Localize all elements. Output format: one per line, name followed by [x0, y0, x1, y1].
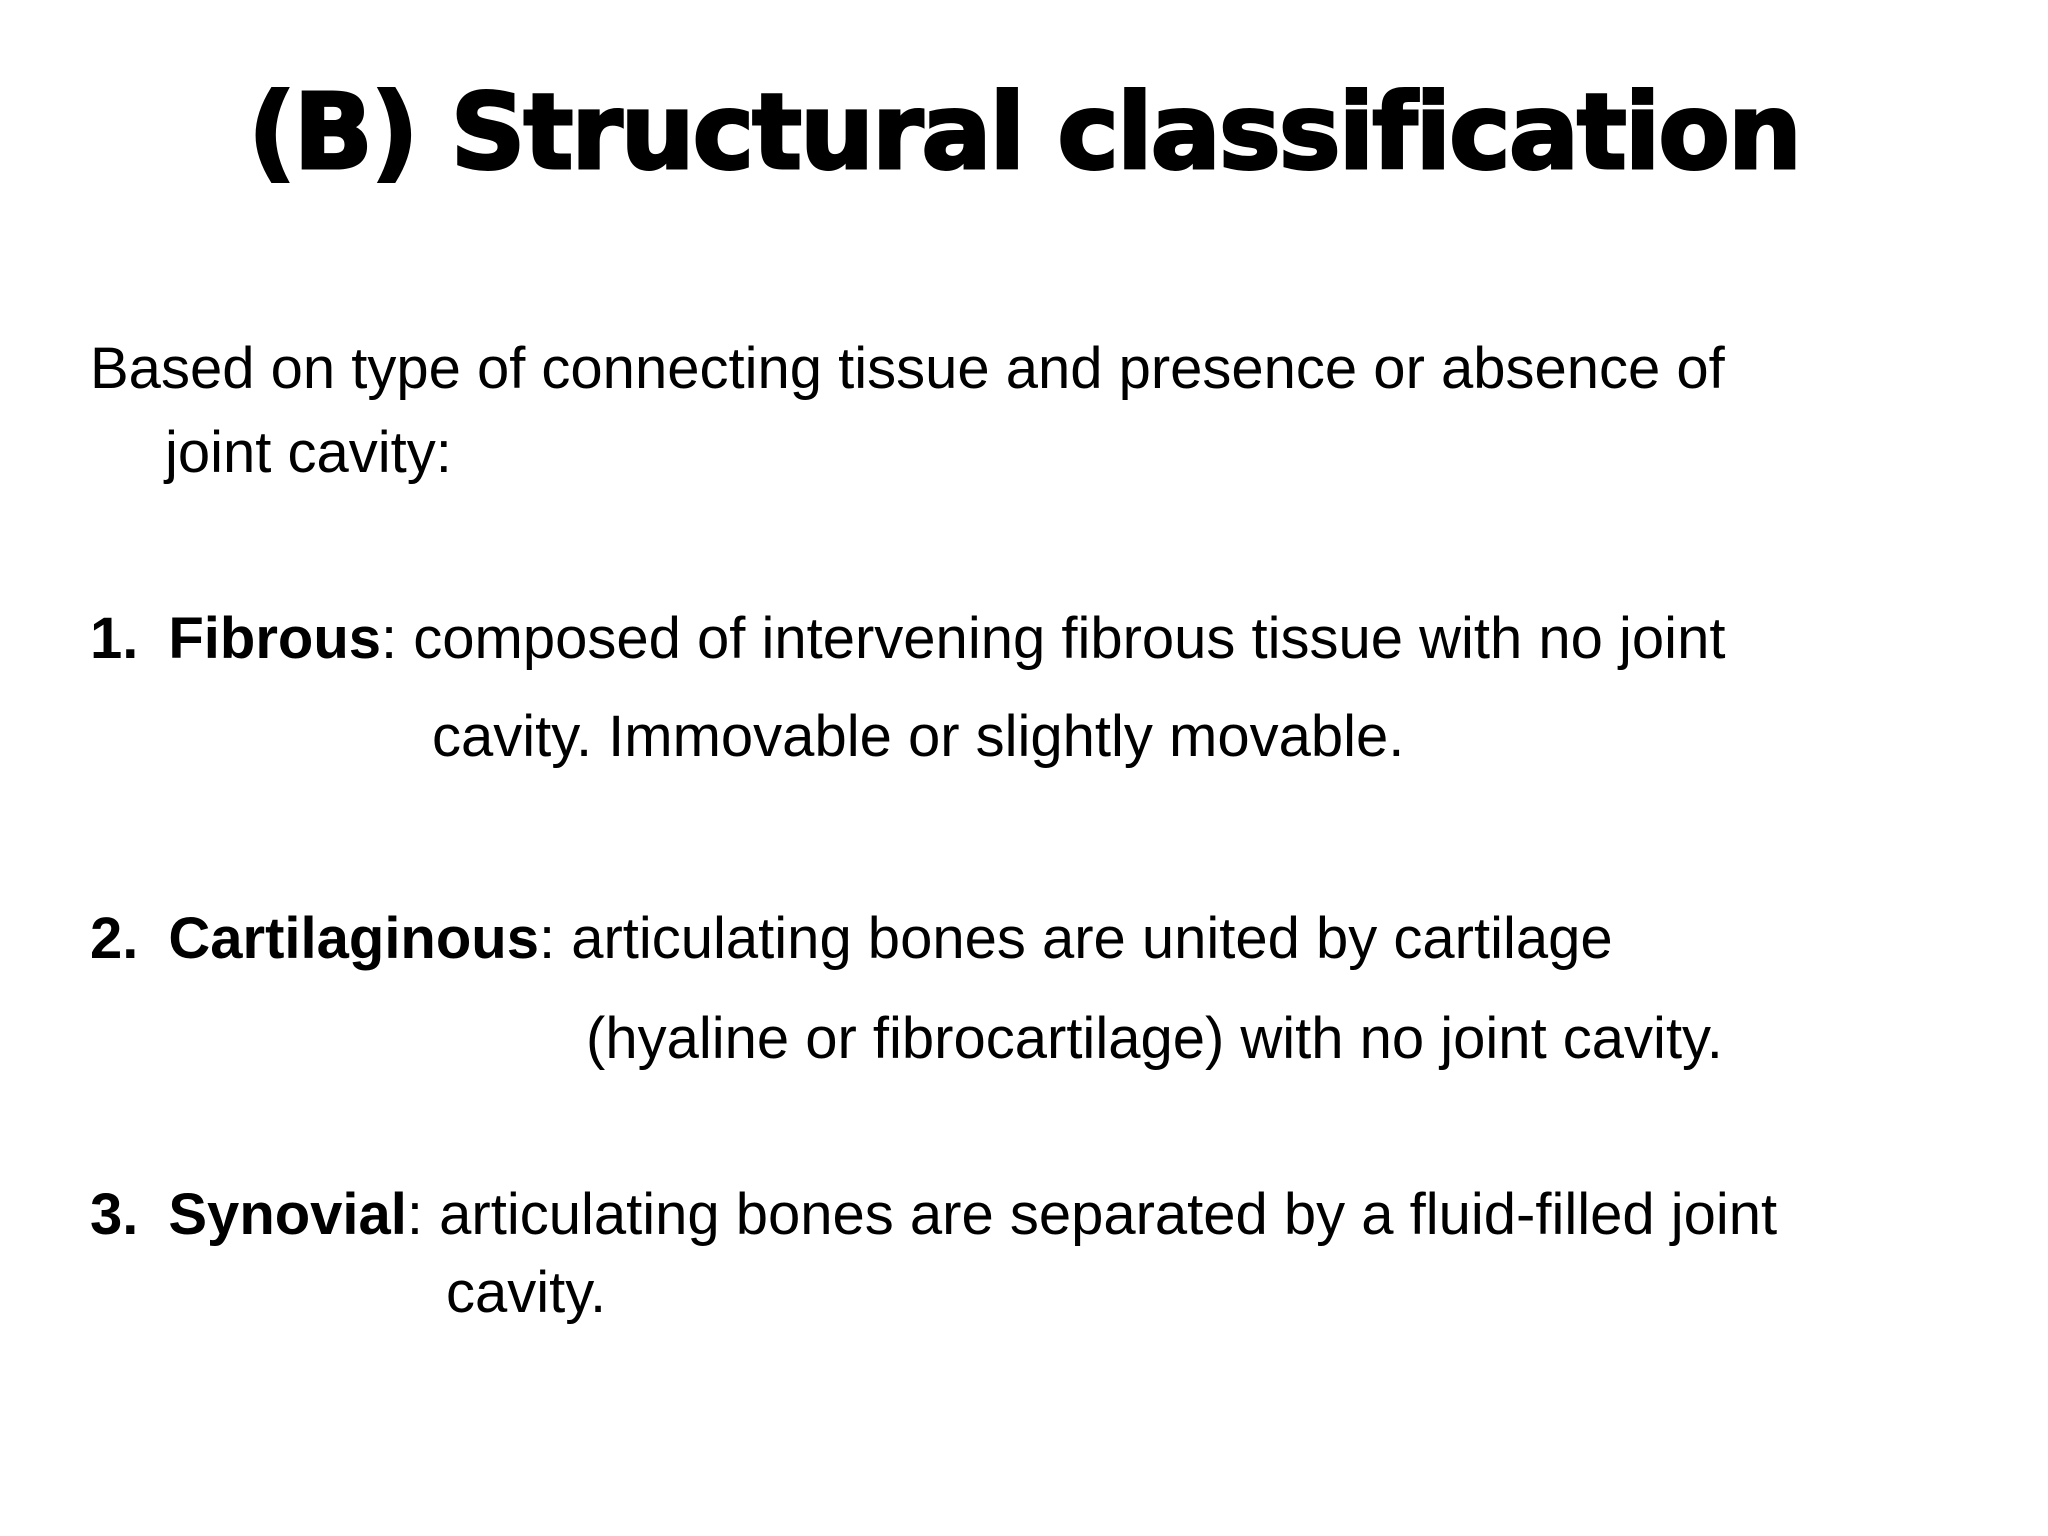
item-term: Cartilaginous	[168, 906, 539, 971]
item-term: Fibrous	[168, 606, 382, 671]
item-description-continued: cavity.	[446, 1260, 607, 1325]
item-description: : articulating bones are separated by a fluid-filled joint	[406, 1182, 1778, 1247]
slide-title: (B) Structural classification	[248, 71, 1800, 193]
item-number: 2.	[90, 906, 139, 971]
item-description-continued: cavity. Immovable or slightly movable.	[432, 704, 1405, 769]
item-description: : composed of intervening fibrous tissue with no joint	[381, 606, 1726, 671]
intro-line-1: Based on type of connecting tissue and presence or absence of	[90, 336, 1725, 401]
list-item-fibrous	[90, 606, 1726, 671]
list-item-cartilaginous	[90, 906, 1613, 971]
item-term: Synovial	[168, 1182, 407, 1247]
item-description-continued: (hyaline or fibrocartilage) with no joint cavity.	[586, 1006, 1723, 1071]
item-number: 3.	[90, 1182, 139, 1247]
item-number: 1.	[90, 606, 139, 671]
item-description: : articulating bones are united by cartilage	[538, 906, 1613, 971]
list-item-synovial	[90, 1182, 1778, 1247]
intro-line-2: joint cavity:	[165, 420, 452, 485]
